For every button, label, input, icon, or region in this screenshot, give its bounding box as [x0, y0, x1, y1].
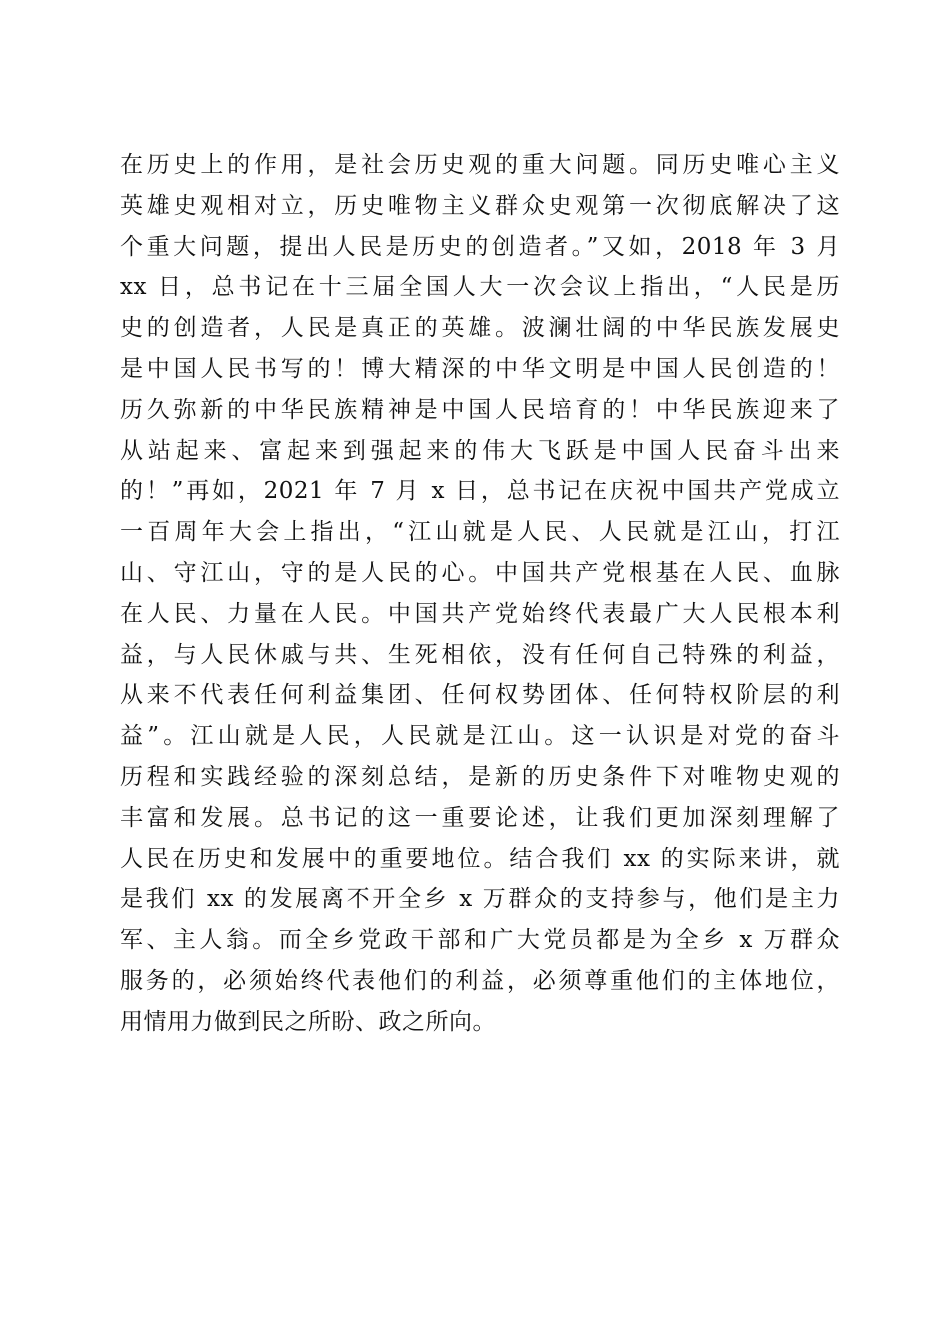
- text-line-last: 用情用力做到民之所盼、政之所向。: [120, 1008, 496, 1035]
- text-line: 军、主人翁。而全乡党政干部和广大党员都是为全乡 x 万群众: [120, 927, 840, 954]
- text-line: 一百周年大会上指出，“江山就是人民、人民就是江山，打江: [120, 519, 840, 546]
- text-line: 人民在历史和发展中的重要地位。结合我们 xx 的实际来讲，就: [120, 845, 840, 872]
- text-line: 益”。江山就是人民，人民就是江山。这一认识是对党的奋斗: [120, 723, 840, 750]
- text-line: 历久弥新的中华民族精神是中国人民培育的！中华民族迎来了: [120, 396, 840, 423]
- text-line: 从站起来、富起来到强起来的伟大飞跃是中国人民奋斗出来: [120, 437, 840, 464]
- text-line: 是我们 xx 的发展离不开全乡 x 万群众的支持参与，他们是主力: [120, 886, 840, 913]
- text-line: 益，与人民休戚与共、生死相依，没有任何自己特殊的利益，: [120, 641, 840, 668]
- text-line: 山、守江山，守的是人民的心。中国共产党根基在人民、血脉: [120, 559, 840, 586]
- text-line: 英雄史观相对立，历史唯物主义群众史观第一次彻底解决了这: [120, 192, 840, 219]
- text-line: 的！”再如，2021 年 7 月 x 日，总书记在庆祝中国共产党成立: [120, 478, 840, 505]
- text-line: 服务的，必须始终代表他们的利益，必须尊重他们的主体地位，: [120, 967, 840, 994]
- text-line: 在历史上的作用，是社会历史观的重大问题。同历史唯心主义: [120, 152, 840, 178]
- text-line: 个重大问题，提出人民是历史的创造者。”又如，2018 年 3 月: [120, 233, 840, 260]
- text-line: 是中国人民书写的！博大精深的中华文明是中国人民创造的！: [120, 355, 840, 382]
- text-line: xx 日，总书记在十三届全国人大一次会议上指出，“人民是历: [120, 274, 840, 301]
- text-line: 丰富和发展。总书记的这一重要论述，让我们更加深刻理解了: [120, 804, 840, 831]
- text-line: 历程和实践经验的深刻总结，是新的历史条件下对唯物史观的: [120, 763, 840, 790]
- text-line: 史的创造者，人民是真正的英雄。波澜壮阔的中华民族发展史: [120, 315, 840, 342]
- text-line: 从来不代表任何利益集团、任何权势团体、任何特权阶层的利: [120, 682, 840, 709]
- body-text: [120, 145, 840, 1043]
- text-line: 在人民、力量在人民。中国共产党始终代表最广大人民根本利: [120, 600, 840, 627]
